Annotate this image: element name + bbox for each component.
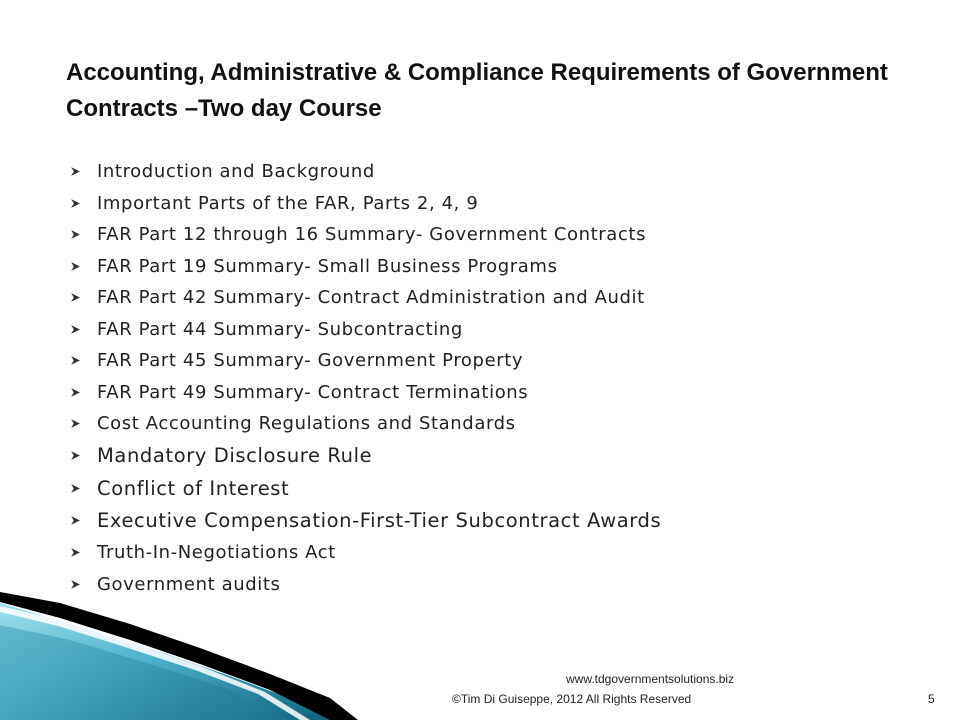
arrowhead-bullet-icon [70,292,97,303]
list-item [70,219,930,251]
bullet-text: Conflict of Interest [97,476,290,500]
bullet-list [70,156,930,600]
bullet-text: Cost Accounting Regulations and Standards [97,413,516,435]
bullet-text: FAR Part 49 Summary- Contract Terminations [97,381,529,403]
arrowhead-bullet-icon [70,579,97,590]
slide-title: Accounting, Administrative & Compliance Requirements of Government Contracts –Two day Course [66,59,888,122]
arrowhead-bullet-icon [70,166,97,177]
arrowhead-bullet-icon [70,483,97,494]
bullet-text: Important Parts of the FAR, Parts 2, 4, 9 [97,192,479,214]
list-item [70,314,930,346]
arrowhead-bullet-icon [70,515,97,526]
list-item [70,569,930,601]
bullet-text: Mandatory Disclosure Rule [97,444,373,468]
list-item [70,345,930,377]
list-item [70,377,930,409]
arrowhead-bullet-icon [70,355,97,366]
arrowhead-bullet-icon [70,418,97,429]
list-item [70,251,930,283]
list-item [70,472,930,505]
bullet-text: Government audits [97,573,281,595]
list-item [70,440,930,473]
bullet-text: FAR Part 44 Summary- Subcontracting [97,318,463,340]
list-item [70,156,930,188]
footer-url: www.tdgovernmentsolutions.biz [566,672,735,686]
arrowhead-bullet-icon [70,450,97,461]
list-item [70,408,930,440]
page-number: 5 [928,692,935,706]
arrowhead-bullet-icon [70,387,97,398]
arrowhead-bullet-icon [70,547,97,558]
bullet-text: FAR Part 19 Summary- Small Business Programs [97,255,558,277]
list-item [70,537,930,569]
bullet-text: FAR Part 45 Summary- Government Property [97,350,524,372]
arrowhead-bullet-icon [70,198,97,209]
arrowhead-bullet-icon [70,261,97,272]
bullet-text: FAR Part 12 through 16 Summary- Government Contracts [97,224,647,246]
arrowhead-bullet-icon [70,324,97,335]
arrowhead-bullet-icon [70,229,97,240]
list-item [70,282,930,314]
bullet-text: FAR Part 42 Summary- Contract Administration and Audit [97,287,645,309]
bullet-text: Executive Compensation-First-Tier Subcontract Awards [97,509,662,533]
list-item [70,188,930,220]
bullet-text: Truth-In-Negotiations Act [97,542,336,564]
footer-copyright: ©Tim Di Guiseppe, 2012 All Rights Reserved [452,692,692,706]
list-item [70,505,930,538]
bullet-text: Introduction and Background [97,161,375,183]
